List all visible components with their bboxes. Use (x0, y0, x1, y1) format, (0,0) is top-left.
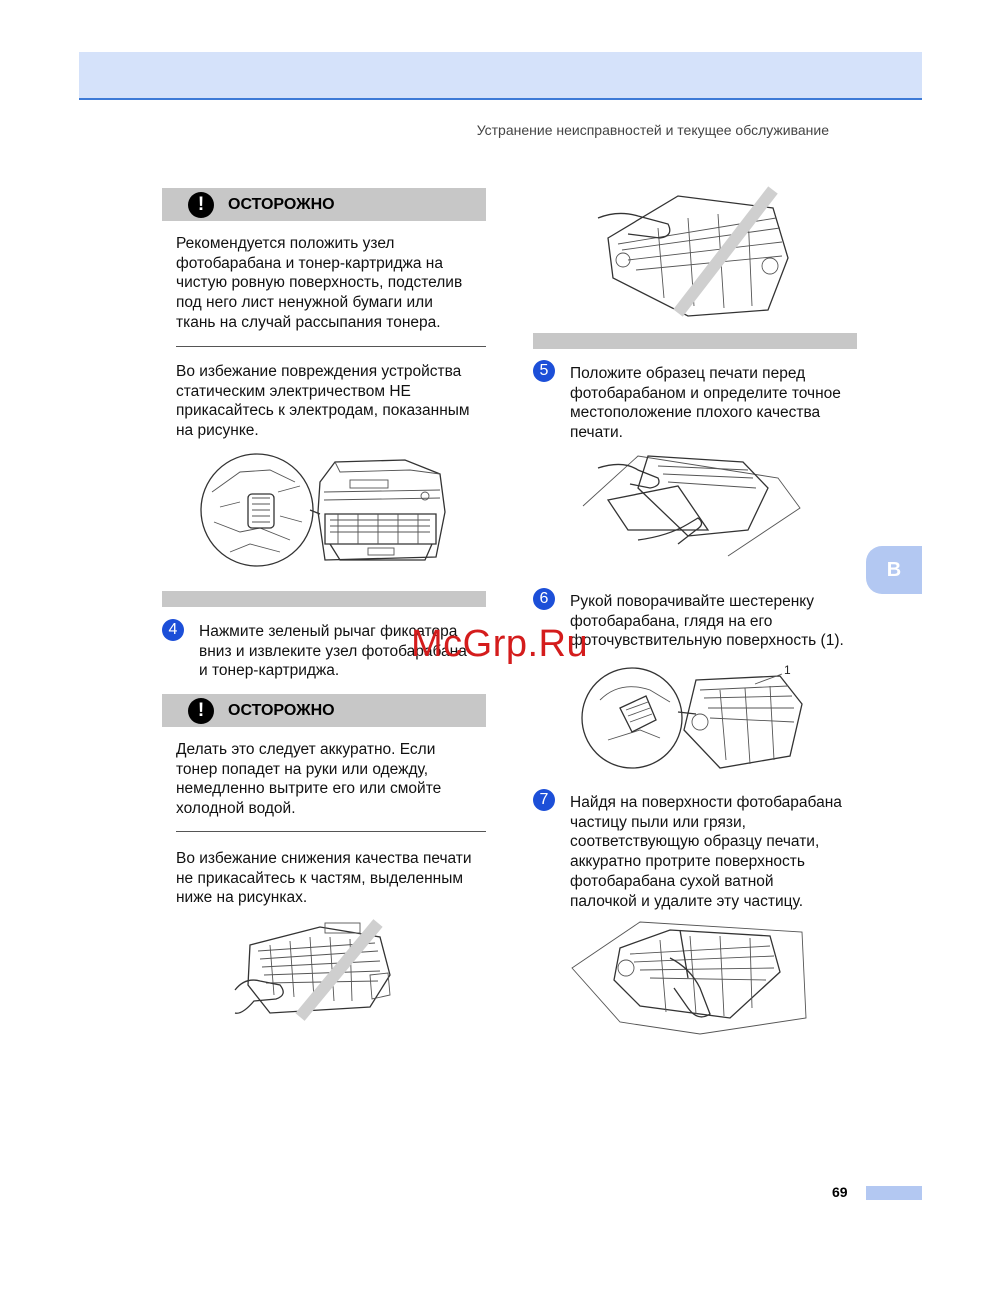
text-line: аккуратно протрите поверхность (570, 853, 805, 871)
text-line: Во избежание повреждения устройства (176, 363, 462, 380)
text-line: холодной водой. (176, 800, 296, 818)
text-line: чистую ровную поверхность, подстелив (176, 274, 463, 292)
section-divider-strip (162, 591, 486, 607)
text-line: тонер попадет на руки или одежду, (176, 760, 429, 778)
text-line: фотобарабана и тонер-картриджа на (176, 254, 443, 272)
warning-icon: ! (188, 192, 214, 218)
text-line: частицу пыли или грязи, (570, 813, 746, 831)
step-6-number: 6 (533, 588, 555, 610)
drum-unit-illustration (598, 188, 798, 320)
text-line: соответствующую образцу печати, (570, 833, 820, 851)
caution-banner (162, 188, 486, 221)
text-line: палочкой и удалите эту частицу. (570, 892, 804, 910)
drum-gear-illustration (580, 660, 810, 775)
text-line: статическим электричеством НЕ (176, 382, 411, 400)
page-number-bar (866, 1186, 922, 1200)
callout-label: 1 (784, 663, 791, 677)
chapter-tab: B (866, 546, 922, 594)
step-5-text (570, 364, 870, 443)
text-line: под него лист ненужной бумаги или (176, 294, 433, 312)
text-line: на рисунке. (176, 422, 259, 440)
warning-icon: ! (188, 698, 214, 724)
text-line: ниже на рисунках. (176, 889, 308, 907)
text-line: фоточувствительную поверхность (1). (570, 632, 844, 650)
text-line: печати. (570, 424, 623, 442)
text-line: фотобарабана сухой ватной (570, 872, 774, 890)
caution-label: ОСТОРОЖНО (228, 702, 335, 719)
toner-cartridge-illustration (230, 915, 400, 1025)
watermark: McGrp.Ru (411, 623, 589, 665)
text-line: Найдя на поверхности фотобарабана (570, 794, 842, 811)
text-line: Рекомендуется положить узел (176, 235, 395, 252)
divider (176, 346, 486, 347)
text-line: Во избежание снижения качества печати (176, 850, 472, 867)
text-line: ткань на случай рассыпания тонера. (176, 313, 441, 331)
caution1-paragraph1 (176, 234, 496, 333)
text-line: Положите образец печати перед (570, 365, 806, 382)
drum-cleaning-illustration (570, 918, 810, 1036)
step-4-number: 4 (162, 619, 184, 641)
text-line: Нажмите зеленый рычаг фиксатора (199, 623, 458, 640)
electrodes-illustration (200, 452, 450, 577)
caution2-paragraph1 (176, 740, 496, 819)
text-line: вниз и извлеките узел фотобарабана (199, 642, 467, 660)
step-5-number: 5 (533, 360, 555, 382)
step-6-text (570, 592, 870, 651)
section-divider-strip (533, 333, 857, 349)
caution2-paragraph2 (176, 849, 496, 908)
text-line: не прикасайтесь к частям, выделенным (176, 869, 464, 887)
divider (176, 831, 486, 832)
caution1-paragraph2 (176, 362, 496, 441)
page-number: 69 (832, 1184, 848, 1200)
step-7-text (570, 793, 870, 911)
text-line: фотобарабаном и определите точное (570, 384, 841, 402)
text-line: фотобарабана, глядя на его (570, 612, 773, 630)
print-sample-illustration (578, 448, 803, 560)
step-7-number: 7 (533, 789, 555, 811)
text-line: и тонер-картриджа. (199, 662, 340, 680)
text-line: немедленно вытрите его или смойте (176, 780, 442, 798)
caution-banner (162, 694, 486, 727)
header-band (79, 52, 922, 100)
text-line: Делать это следует аккуратно. Если (176, 741, 436, 758)
text-line: Рукой поворачивайте шестеренку (570, 593, 815, 610)
text-line: прикасайтесь к электродам, показанным (176, 402, 470, 420)
section-title: Устранение неисправностей и текущее обслуживание (476, 122, 829, 138)
text-line: местоположение плохого качества (570, 404, 821, 422)
caution-label: ОСТОРОЖНО (228, 196, 335, 213)
